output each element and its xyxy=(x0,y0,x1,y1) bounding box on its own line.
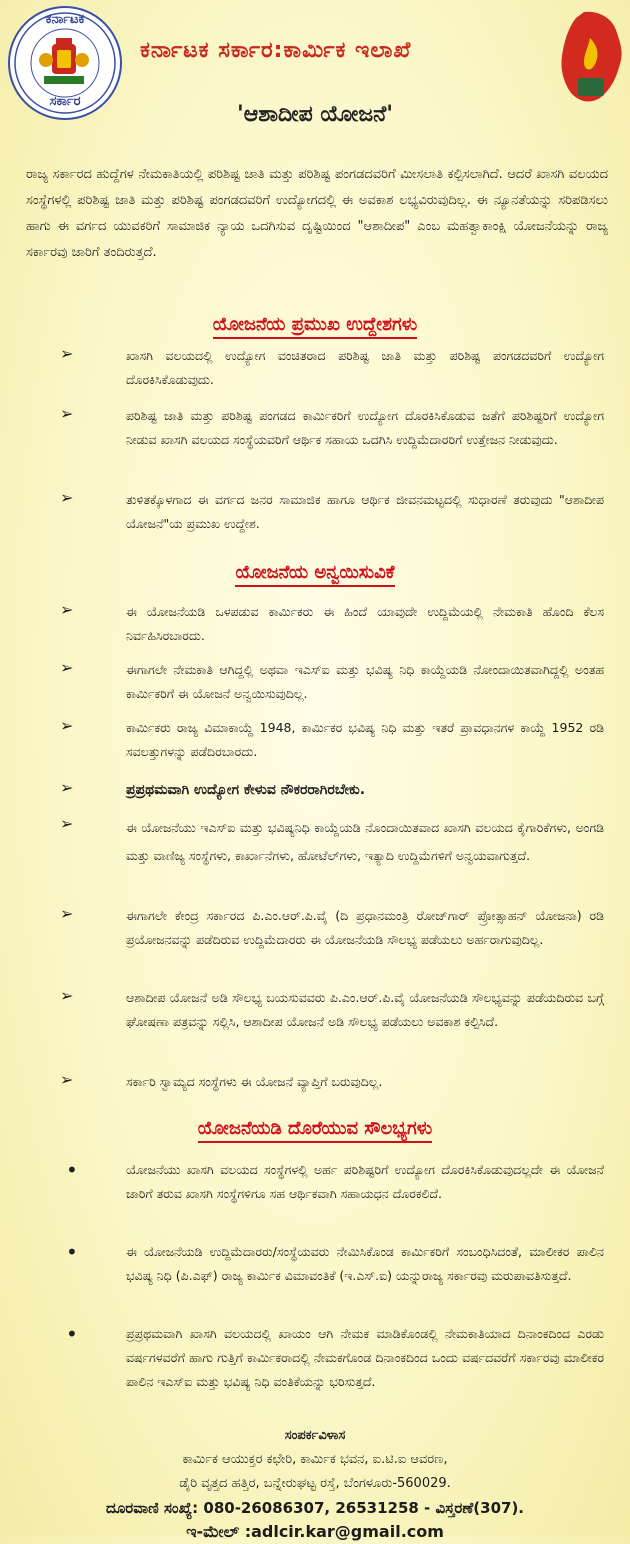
seal-text-top: ಕರ್ನಾಟಕ xyxy=(45,12,85,27)
objective-text: ತುಳಿತಕ್ಕೊಳಗಾದ ಈ ವರ್ಗದ ಜನರ ಸಾಮಾಜಿಕ ಹಾಗೂ ಆರ್ಥಿಕ ಜೀವನಮಟ್ಟದಲ್ಲಿ ಸುಧಾರಣೆ ತರುವುದು "ಆಶಾದೀಪ ಯೋಜನೆ"ಯ ಪ್ರಮುಖ ಉದ್ದೇಶ. xyxy=(126,492,604,531)
arrow-bullet-icon: ➢ xyxy=(60,814,74,833)
applicability-text: ಪ್ರಪ್ರಥಮವಾಗಿ ಉದ್ಯೋಗ ಕೇಳುವ ನೌಕರರಾಗಿರಬೇಕು. xyxy=(126,782,366,798)
arrow-bullet-icon: ➢ xyxy=(60,986,74,1005)
arrow-bullet-icon: ➢ xyxy=(60,904,74,923)
dot-bullet-icon: • xyxy=(66,1322,78,1346)
address-line: ಕಾರ್ಮಿಕ ಆಯುಕ್ತರ ಕಛೇರಿ, ಕಾರ್ಮಿಕ ಭವನ, ಐ.ಟಿ.ಐ ಆವರಣ, xyxy=(182,1452,448,1467)
dot-bullet-icon: • xyxy=(66,1158,78,1182)
header xyxy=(0,0,630,109)
arrow-bullet-icon: ➢ xyxy=(60,488,74,507)
benefit-text: ಈ ಯೋಜನೆಯಡಿ ಉದ್ದಿಮೆದಾರರು/ಸಂಸ್ಥೆಯವರು ನೇಮಿಸಿಕೊಂಡ ಕಾರ್ಮಿಕರಿಗೆ ಸಂಬಂಧಿಸಿದಂತೆ, ಮಾಲೀಕರ ಪಾಲಿನ ಭವಿಷ್ಯ ನಿಧಿ (ಪಿ.ಎಫ್) ರಾಜ್ಯ ಕಾರ್ಮಿಕ ವಿಮಾವಂತಿಕೆ (ಇ.ಎಸ್.ಐ) ಯನ್ನುರಾಜ್ಯ ಸರ್ಕಾರವು ಮರುಪಾವತಿಸುತ್ತದೆ. xyxy=(126,1244,604,1283)
arrow-bullet-icon: ➢ xyxy=(60,1070,74,1089)
objective-text: ಪರಿಶಿಷ್ಟ ಜಾತಿ ಮತ್ತು ಪರಿಶಿಷ್ಟ ಪಂಗಡದ ಕಾರ್ಮಿಕರಿಗೆ ಉದ್ಯೋಗ ದೊರಕಿಸಿಕೊಡುವ ಜತೆಗೆ ಪರಿಶಿಷ್ಟರಿಗೆ ಉದ್ಯೋಗ ನೀಡುವ ಖಾಸಗಿ ವಲಯದ ಸಂಸ್ಥೆಯವರಿಗೆ ಆರ್ಥಿಕ ಸಹಾಯ ಒದಗಿಸಿ ಉದ್ದಿಮೆದಾರರಿಗೆ ಉತ್ತೇಜನ ನೀಡುವುದು. xyxy=(126,408,604,447)
arrow-bullet-icon: ➢ xyxy=(60,404,74,423)
applicability-text: ಆಶಾದೀಪ ಯೋಜನೆ ಅಡಿ ಸೌಲಭ್ಯ ಬಯಸುವವರು ಪಿ.ಎಂ.ಆರ್.ಪಿ.ವೈ ಯೋಜನೆಯಡಿ ಸೌಲಭ್ಯವನ್ನು ಪಡೆಯದಿರುವ ಬಗ್ಗೆ ಘೋಷಣಾ ಪತ್ರವನ್ನು ಸಲ್ಲಿಸಿ, ಆಶಾದೀಪ ಯೋಜನೆ ಅಡಿ ಸೌಲಭ್ಯ ಪಡೆಯಲು ಅವಕಾಶ ಕಲ್ಪಿಸಿದೆ. xyxy=(126,990,604,1029)
email-address: ಇ-ಮೇಲ್ :adlcir.kar@gmail.com xyxy=(186,1522,444,1541)
contact-block xyxy=(0,1424,630,1544)
seal-text-bottom: ಸರ್ಕಾರ xyxy=(49,94,81,109)
dot-bullet-icon: • xyxy=(66,1240,78,1264)
address-line: ಡೈರಿ ವೃತ್ತದ ಹತ್ತಿರ, ಬನ್ನೇರುಘಟ್ಟ ರಸ್ತೆ, ಬೆಂಗಳೂರು-560029. xyxy=(179,1476,451,1491)
arrow-bullet-icon: ➢ xyxy=(60,716,74,735)
applicability-text: ಈ ಯೋಜನೆಯು ಇಎಸ್‌ಐ ಮತ್ತು ಭವಿಷ್ಯನಿಧಿ ಕಾಯ್ದೆಯಡಿ ನೊಂದಾಯಿತವಾದ ಖಾಸಗಿ ವಲಯದ ಕೈಗಾರಿಕೆಗಳು, ಅಂಗಡಿ ಮತ್ತು ವಾಣಿಜ್ಯ ಸಂಸ್ಥೆಗಳು, ಕಾರ್ಖಾನೆಗಳು, ಹೋಟೆಲ್‌ಗಳು, ಇತ್ಯಾದಿ ಉದ್ದಿಮೆಗಳಿಗೆ ಅನ್ವಯವಾಗುತ್ತದೆ. xyxy=(126,820,604,863)
arrow-bullet-icon: ➢ xyxy=(60,600,74,619)
applicability-text: ಈಗಾಗಲೇ ಕೇಂದ್ರ ಸರ್ಕಾರದ ಪಿ.ಎಂ.ಆರ್.ಪಿ.ವೈ (ದಿ ಪ್ರಧಾನಮಂತ್ರಿ ರೋಜ್‌ಗಾರ್ ಪ್ರೋತ್ಸಾಹನ್ ಯೋಜನಾ) ರಡಿ ಪ್ರಯೋಜನವನ್ನು ಪಡೆದಿರುವ ಉದ್ದಿಮೆದಾರರು ಈ ಯೋಜನೆಯಡಿ ಸೌಲಭ್ಯ ಪಡೆಯಲು ಅರ್ಹರಾಗುವುದಿಲ್ಲ. xyxy=(126,908,604,947)
applicability-text: ಸರ್ಕಾರಿ ಸ್ವಾಮ್ಯದ ಸಂಸ್ಥೆಗಳು ಈ ಯೋಜನೆ ವ್ಯಾಪ್ತಿಗೆ ಬರುವುದಿಲ್ಲ. xyxy=(126,1074,383,1089)
objectives-heading: ಯೋಜನೆಯ ಪ್ರಮುಖ ಉದ್ದೇಶಗಳು xyxy=(0,314,630,335)
benefits-heading: ಯೋಜನೆಯಡಿ ದೊರೆಯುವ ಸೌಲಭ್ಯಗಳು xyxy=(0,1118,630,1139)
applicability-text: ಈಗಾಗಲೇ ನೇಮಕಾತಿ ಆಗಿದ್ದಲ್ಲಿ ಅಥವಾ ಇಎಸ್‌ಐ ಮತ್ತು ಭವಿಷ್ಯ ನಿಧಿ ಕಾಯ್ದೆಯಡಿ ನೋಂದಾಯಿತವಾಗಿದ್ದಲ್ಲಿ ಅಂತಹ ಕಾರ್ಮಿಕರಿಗೆ ಈ ಯೋಜನೆ ಅನ್ವಯಿಸುವುದಿಲ್ಲ. xyxy=(126,662,604,701)
karnataka-map-logo-icon xyxy=(554,8,626,108)
benefit-text: ಯೋಜನೆಯು ಖಾಸಗಿ ವಲಯದ ಸಂಸ್ಥೆಗಳಲ್ಲಿ ಅರ್ಹ ಪರಿಶಿಷ್ಟರಿಗೆ ಉದ್ಯೋಗ ದೊರಕಿಸಿಕೊಡುವುದಲ್ಲದೇ ಈ ಯೋಜನೆ ಜಾರಿಗೆ ತರುವ ಖಾಸಗಿ ಸಂಸ್ಥೆಗಳಿಗೂ ಸಹ ಆರ್ಥಿಕವಾಗಿ ಸಹಾಯಧನ ದೊರಕಲಿದೆ. xyxy=(126,1162,604,1201)
arrow-bullet-icon: ➢ xyxy=(60,778,74,797)
applicability-text: ಕಾರ್ಮಿಕರು ರಾಜ್ಯ ವಿಮಾಕಾಯ್ದೆ 1948, ಕಾರ್ಮಿಕರ ಭವಿಷ್ಯ ನಿಧಿ ಮತ್ತು ಇತರೆ ಪ್ರಾವಧಾನಗಳ ಕಾಯ್ದೆ 1952 ರಡಿ ಸವಲತ್ತುಗಳನ್ನು ಪಡೆದಿರಬಾರದು. xyxy=(126,720,604,759)
benefit-text: ಪ್ರಪ್ರಥಮವಾಗಿ ಖಾಸಗಿ ವಲಯದಲ್ಲಿ ಖಾಯಂ ಆಗಿ ನೇಮಕ ಮಾಡಿಕೊಂಡಲ್ಲಿ ನೇಮಕಾತಿಯಾದ ದಿನಾಂಕದಿಂದ ಎರಡು ವರ್ಷಗಳವರೆಗೆ ಹಾಗು ಗುತ್ತಿಗೆ ಕಾರ್ಮಿಕರಾದಲ್ಲಿ ನೇಮಕಗೊಂಡ ದಿನಾಂಕದಿಂದ ಒಂದು ವರ್ಷದವರೆಗೆ ಸರ್ಕಾರವು ಮಾಲೀಕರ ಪಾಲಿನ ಇಎಸ್‌ಐ ಮತ್ತು ಭವಿಷ್ಯ ನಿಧಿ ವಂತಿಕೆಯನ್ನು ಭರಿಸುತ್ತದೆ. xyxy=(126,1326,604,1389)
phone-number: ದೂರವಾಣಿ ಸಂಖ್ಯೆ: 080-26086307, 26531258 - ವಿಸ್ತರಣೆ(307). xyxy=(106,1499,524,1517)
department-title: ಕರ್ನಾಟಕ ಸರ್ಕಾರ:ಕಾರ್ಮಿಕ ಇಲಾಖೆ xyxy=(140,38,412,63)
arrow-bullet-icon: ➢ xyxy=(60,658,74,677)
intro-paragraph: ರಾಜ್ಯ ಸರ್ಕಾರದ ಹುದ್ದೆಗಳ ನೇಮಕಾತಿಯಲ್ಲಿ ಪರಿಶಿಷ್ಟ ಜಾತಿ ಮತ್ತು ಪರಿಶಿಷ್ಟ ಪಂಗಡದವರಿಗೆ ಮೀಸಲಾತಿ ಕಲ್ಪಿಸಲಾಗಿದೆ. ಆದರೆ ಖಾಸಗಿ ವಲಯದ ಸಂಸ್ಥೆಗಳಲ್ಲಿ ಪರಿಶಿಷ್ಟ ಜಾತಿ ಮತ್ತು ಪರಿಶಿಷ್ಟ ಪಂಗಡದವರಿಗೆ ಉದ್ಯೋಗದಲ್ಲಿ ಈ ಅವಕಾಶ ಲಭ್ಯವಿರುವುದಿಲ್ಲ. ಈ ನ್ಯೂನತೆಯನ್ನು ಸರಿಪಡಿಸಲು ಹಾಗು ಈ ವರ್ಗದ ಯುವಕರಿಗೆ ಸಾಮಾಜಿಕ ನ್ಯಾಯ ಒದಗಿಸುವ ದೃಷ್ಟಿಯಿಂದ "ಆಶಾದೀಪ" ಎಂಬ ಮಹತ್ವಾಕಾಂಕ್ಷಿ ಯೋಜನೆಯನ್ನು ರಾಜ್ಯ ಸರ್ಕಾರವು ಜಾರಿಗೆ ತಂದಿರುತ್ತದೆ. xyxy=(26,167,608,260)
state-emblem-icon xyxy=(38,36,90,90)
applicability-text: ಈ ಯೋಜನೆಯಡಿ ಒಳಪಡುವ ಕಾರ್ಮಿಕರು ಈ ಹಿಂದೆ ಯಾವುದೇ ಉದ್ದಿಮೆಯಲ್ಲಿ ನೇಮಕಾತಿ ಹೊಂದಿ ಕೆಲಸ ನಿರ್ವಹಿಸಿರಬಾರದು. xyxy=(126,604,604,643)
objective-text: ಖಾಸಗಿ ವಲಯದಲ್ಲಿ ಉದ್ಯೋಗ ವಂಚಿತರಾದ ಪರಿಶಿಷ್ಟ ಜಾತಿ ಮತ್ತು ಪರಿಶಿಷ್ಟ ಪಂಗಡದವರಿಗೆ ಉದ್ಯೋಗ ದೊರಕಿಸಿಕೊಡುವುದು. xyxy=(126,348,604,387)
arrow-bullet-icon: ➢ xyxy=(60,344,74,363)
scheme-title: 'ಆಶಾದೀಪ ಯೋಜನೆ' xyxy=(236,102,394,127)
applicability-heading: ಯೋಜನೆಯ ಅನ್ವಯಿಸುವಿಕೆ xyxy=(0,562,630,583)
contact-title: ಸಂಪರ್ಕವಿಳಾಸ xyxy=(284,1428,346,1443)
